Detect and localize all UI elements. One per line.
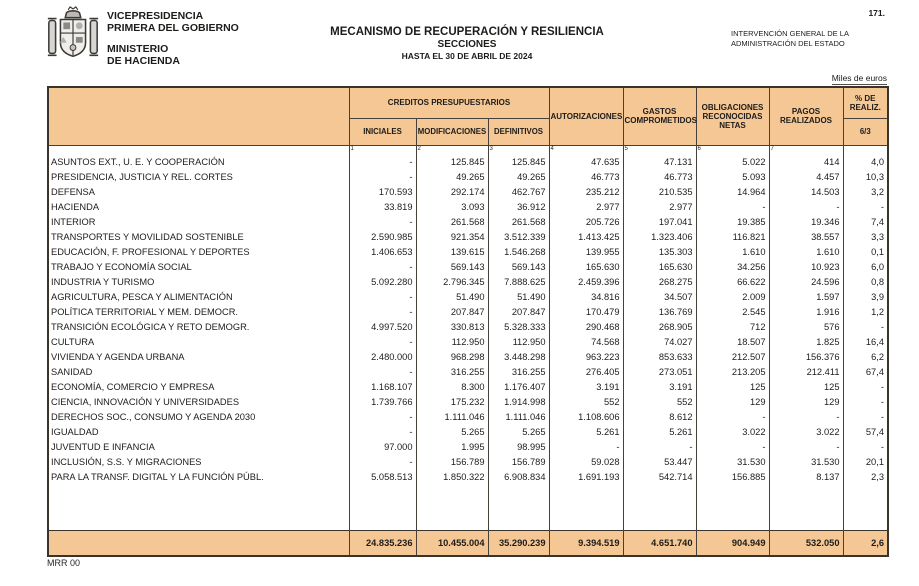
cell-value: 6,2 [843, 350, 888, 365]
table-row [48, 185, 888, 200]
cell-value: 51.490 [488, 290, 549, 305]
spacer-cell [488, 485, 549, 530]
cell-value: 712 [696, 320, 769, 335]
column-number: 3 [488, 145, 549, 155]
cell-value: 3,9 [843, 290, 888, 305]
cell-value: 5.261 [549, 425, 623, 440]
cell-value: 38.557 [769, 230, 843, 245]
cell-value: 261.568 [488, 215, 549, 230]
cell-value: 268.275 [623, 275, 696, 290]
cell-value: 31.530 [696, 455, 769, 470]
cell-value: 129 [696, 395, 769, 410]
cell-value: 74.027 [623, 335, 696, 350]
cell-value: 139.955 [549, 245, 623, 260]
ministry-line2: DE HACIENDA [107, 55, 180, 67]
cell-value: 5.265 [488, 425, 549, 440]
section-label: DEFENSA [48, 185, 349, 200]
cell-value: 175.232 [416, 395, 488, 410]
cell-value: 136.769 [623, 305, 696, 320]
cell-value: 5.093 [696, 170, 769, 185]
footer-code: MRR 00 [47, 558, 81, 568]
cell-value: 36.912 [488, 200, 549, 215]
total-pct: 2,6 [843, 530, 888, 556]
cell-value: 205.726 [549, 215, 623, 230]
table-row [48, 350, 888, 365]
cell-value: 8.612 [623, 410, 696, 425]
cell-value: - [843, 200, 888, 215]
cell-value: 968.298 [416, 350, 488, 365]
cell-value: 170.593 [349, 185, 416, 200]
total-obligaciones: 904.949 [696, 530, 769, 556]
cell-value: 4.997.520 [349, 320, 416, 335]
cell-value: 197.041 [623, 215, 696, 230]
cell-value: 49.265 [416, 170, 488, 185]
spacer-cell [843, 485, 888, 530]
cell-value: 2.796.345 [416, 275, 488, 290]
cell-value: 569.143 [416, 260, 488, 275]
cell-value: - [349, 170, 416, 185]
table-row [48, 200, 888, 215]
spacer-cell [696, 485, 769, 530]
cell-value: 165.630 [549, 260, 623, 275]
cell-value: 46.773 [549, 170, 623, 185]
table-row [48, 320, 888, 335]
cell-value: - [843, 440, 888, 455]
document-title: MECANISMO DE RECUPERACIÓN Y RESILIENCIA [330, 26, 604, 38]
document-title-block [297, 26, 637, 62]
cell-value: 1.916 [769, 305, 843, 320]
table-row [48, 365, 888, 380]
section-label: INCLUSIÓN, S.S. Y MIGRACIONES [48, 455, 349, 470]
cell-value: - [769, 410, 843, 425]
cell-value: 3.022 [769, 425, 843, 440]
table-row [48, 455, 888, 470]
header-pagos-realizados: PAGOS REALIZADOS [769, 87, 843, 145]
cell-value: - [349, 455, 416, 470]
cell-value: 552 [623, 395, 696, 410]
column-number-empty [48, 145, 349, 155]
totals-row [48, 530, 888, 556]
section-label: INTERIOR [48, 215, 349, 230]
units-label: Miles de euros [831, 73, 887, 83]
cell-value: 74.568 [549, 335, 623, 350]
table-header [48, 87, 888, 145]
total-pagos: 532.050 [769, 530, 843, 556]
cell-value: 6,0 [843, 260, 888, 275]
cell-value: 963.223 [549, 350, 623, 365]
gov-line2: PRIMERA DEL GOBIERNO [107, 22, 239, 34]
cell-value: 5.058.513 [349, 470, 416, 485]
header-definitivos: DEFINITIVOS [488, 118, 549, 145]
cell-value: 34.256 [696, 260, 769, 275]
column-number: 5 [623, 145, 696, 155]
ministry-line1: MINISTERIO [107, 43, 169, 55]
table-row [48, 335, 888, 350]
cell-value: 18.507 [696, 335, 769, 350]
total-modificaciones: 10.455.004 [416, 530, 488, 556]
cell-value: 2.977 [623, 200, 696, 215]
cell-value: 414 [769, 155, 843, 170]
cell-value: 1.413.425 [549, 230, 623, 245]
cell-value: 16,4 [843, 335, 888, 350]
total-autorizaciones: 9.394.519 [549, 530, 623, 556]
cell-value: 5.022 [696, 155, 769, 170]
cell-value: 156.789 [488, 455, 549, 470]
spacer-cell [769, 485, 843, 530]
cell-value: 34.507 [623, 290, 696, 305]
section-label: IGUALDAD [48, 425, 349, 440]
cell-value: 0,8 [843, 275, 888, 290]
cell-value: 542.714 [623, 470, 696, 485]
cell-value: - [349, 155, 416, 170]
table-row [48, 425, 888, 440]
table-row [48, 440, 888, 455]
table-row [48, 215, 888, 230]
cell-value: - [549, 440, 623, 455]
cell-value: 19.346 [769, 215, 843, 230]
cell-value: 212.411 [769, 365, 843, 380]
header-autorizaciones: AUTORIZACIONES [549, 87, 623, 145]
cell-value: - [843, 380, 888, 395]
column-number-row [48, 145, 888, 155]
spain-coat-of-arms-icon [44, 5, 102, 65]
cell-value: 51.490 [416, 290, 488, 305]
cell-value: 316.255 [416, 365, 488, 380]
cell-value: 3.191 [549, 380, 623, 395]
cell-value: 576 [769, 320, 843, 335]
cell-value: - [623, 440, 696, 455]
cell-value: 213.205 [696, 365, 769, 380]
section-label: EDUCACIÓN, F. PROFESIONAL Y DEPORTES [48, 245, 349, 260]
cell-value: 8.300 [416, 380, 488, 395]
cell-value: 3.093 [416, 200, 488, 215]
cell-value: - [843, 410, 888, 425]
cell-value: 290.468 [549, 320, 623, 335]
cell-value: 139.615 [416, 245, 488, 260]
cell-value: 1.323.406 [623, 230, 696, 245]
cell-value: - [696, 440, 769, 455]
table-row [48, 245, 888, 260]
cell-value: 276.405 [549, 365, 623, 380]
table-row [48, 275, 888, 290]
cell-value: 14.964 [696, 185, 769, 200]
cell-value: 47.635 [549, 155, 623, 170]
corner-cell [48, 87, 349, 145]
cell-value: - [769, 200, 843, 215]
cell-value: 4.457 [769, 170, 843, 185]
cell-value: 125 [696, 380, 769, 395]
spacer-row [48, 485, 888, 530]
cell-value: 853.633 [623, 350, 696, 365]
cell-value: 207.847 [488, 305, 549, 320]
cell-value: 5.328.333 [488, 320, 549, 335]
cell-value: 49.265 [488, 170, 549, 185]
cell-value: 261.568 [416, 215, 488, 230]
cell-value: 33.819 [349, 200, 416, 215]
column-number: 1 [349, 145, 416, 155]
government-block [107, 10, 239, 67]
section-label: CULTURA [48, 335, 349, 350]
table-row [48, 380, 888, 395]
cell-value: 24.596 [769, 275, 843, 290]
section-label: POLÍTICA TERRITORIAL Y MEM. DEMOCR. [48, 305, 349, 320]
cell-value: 462.767 [488, 185, 549, 200]
cell-value: 235.212 [549, 185, 623, 200]
section-label: DERECHOS SOC., CONSUMO Y AGENDA 2030 [48, 410, 349, 425]
section-label: JUVENTUD E INFANCIA [48, 440, 349, 455]
cell-value: 4,0 [843, 155, 888, 170]
total-definitivos: 35.290.239 [488, 530, 549, 556]
section-label: ASUNTOS EXT., U. E. Y COOPERACIÓN [48, 155, 349, 170]
table-row [48, 170, 888, 185]
cell-value: 66.622 [696, 275, 769, 290]
spacer-cell [48, 485, 349, 530]
budget-table [47, 86, 889, 557]
cell-value: 1.597 [769, 290, 843, 305]
cell-value: 46.773 [623, 170, 696, 185]
cell-value: 330.813 [416, 320, 488, 335]
cell-value: 3.448.298 [488, 350, 549, 365]
cell-value: 14.503 [769, 185, 843, 200]
cell-value: 1.914.998 [488, 395, 549, 410]
cell-value: 2.590.985 [349, 230, 416, 245]
column-number: 6 [696, 145, 769, 155]
cell-value: - [696, 410, 769, 425]
cell-value: 3,3 [843, 230, 888, 245]
cell-value: 3.512.339 [488, 230, 549, 245]
cell-value: 53.447 [623, 455, 696, 470]
cell-value: 1.108.606 [549, 410, 623, 425]
table-row [48, 290, 888, 305]
column-number: 4 [549, 145, 623, 155]
cell-value: 1.995 [416, 440, 488, 455]
column-number: 7 [769, 145, 843, 155]
spacer-cell [416, 485, 488, 530]
header-pct-formula: 6/3 [843, 118, 888, 145]
table-row [48, 305, 888, 320]
cell-value: 10,3 [843, 170, 888, 185]
cell-value: 1.739.766 [349, 395, 416, 410]
cell-value: 273.051 [623, 365, 696, 380]
spacer-cell [349, 485, 416, 530]
cell-value: - [696, 200, 769, 215]
cell-value: - [349, 305, 416, 320]
cell-value: 98.995 [488, 440, 549, 455]
cell-value: 125 [769, 380, 843, 395]
cell-value: 1.168.107 [349, 380, 416, 395]
cell-value: - [769, 440, 843, 455]
cell-value: 1.406.653 [349, 245, 416, 260]
cell-value: 2.977 [549, 200, 623, 215]
cell-value: 7,4 [843, 215, 888, 230]
cell-value: 125.845 [416, 155, 488, 170]
cell-value: 2.545 [696, 305, 769, 320]
column-number: 2 [416, 145, 488, 155]
cell-value: 1.111.046 [416, 410, 488, 425]
header-pct-realiz: % DE REALIZ. [843, 87, 888, 118]
total-gastos: 4.651.740 [623, 530, 696, 556]
cell-value: 2.009 [696, 290, 769, 305]
cell-value: 112.950 [416, 335, 488, 350]
table-row [48, 410, 888, 425]
cell-value: 129 [769, 395, 843, 410]
cell-value: 1.825 [769, 335, 843, 350]
section-label: INDUSTRIA Y TURISMO [48, 275, 349, 290]
cell-value: 1.176.407 [488, 380, 549, 395]
table-row [48, 395, 888, 410]
totals-label-cell [48, 530, 349, 556]
section-label: SANIDAD [48, 365, 349, 380]
cell-value: - [349, 290, 416, 305]
spacer-cell [623, 485, 696, 530]
cell-value: 156.885 [696, 470, 769, 485]
cell-value: 2.459.396 [549, 275, 623, 290]
cell-value: 552 [549, 395, 623, 410]
cell-value: 212.507 [696, 350, 769, 365]
cell-value: 20,1 [843, 455, 888, 470]
org-line1: INTERVENCIÓN GENERAL DE LA [731, 29, 849, 38]
section-label: TRABAJO Y ECONOMÍA SOCIAL [48, 260, 349, 275]
cell-value: 67,4 [843, 365, 888, 380]
section-label: ECONOMÍA, COMERCIO Y EMPRESA [48, 380, 349, 395]
section-label: AGRICULTURA, PESCA Y ALIMENTACIÓN [48, 290, 349, 305]
cell-value: 112.950 [488, 335, 549, 350]
document-subtitle: SECCIONES [437, 39, 497, 50]
cell-value: 7.888.625 [488, 275, 549, 290]
cell-value: 5.261 [623, 425, 696, 440]
cell-value: 3.191 [623, 380, 696, 395]
cell-value: 316.255 [488, 365, 549, 380]
org-line2: ADMINISTRACIÓN DEL ESTADO [731, 38, 845, 48]
table-row [48, 230, 888, 245]
table-body [48, 155, 888, 485]
cell-value: - [349, 335, 416, 350]
cell-value: 59.028 [549, 455, 623, 470]
table-row [48, 470, 888, 485]
cell-value: 2,3 [843, 470, 888, 485]
cell-value: 57,4 [843, 425, 888, 440]
header-obligaciones-reconocidas: OBLIGACIONES RECONOCIDAS NETAS [696, 87, 769, 145]
table-row [48, 260, 888, 275]
total-iniciales: 24.835.236 [349, 530, 416, 556]
header-modificaciones: MODIFICACIONES [416, 118, 488, 145]
cell-value: 569.143 [488, 260, 549, 275]
cell-value: 34.816 [549, 290, 623, 305]
cell-value: 0,1 [843, 245, 888, 260]
cell-value: - [349, 410, 416, 425]
page-number: 171. [868, 8, 885, 18]
cell-value: 1.546.268 [488, 245, 549, 260]
cell-value: - [349, 425, 416, 440]
cell-value: 156.376 [769, 350, 843, 365]
cell-value: 135.303 [623, 245, 696, 260]
cell-value: 2.480.000 [349, 350, 416, 365]
cell-value: 207.847 [416, 305, 488, 320]
cell-value: - [843, 395, 888, 410]
cell-value: 1,2 [843, 305, 888, 320]
spacer-cell [549, 485, 623, 530]
table-row [48, 155, 888, 170]
section-label: PARA LA TRANSF. DIGITAL Y LA FUNCIÓN PÚBL. [48, 470, 349, 485]
cell-value: - [843, 320, 888, 335]
document-period: HASTA EL 30 DE ABRIL DE 2024 [401, 51, 533, 61]
section-label: TRANSPORTES Y MOVILIDAD SOSTENIBLE [48, 230, 349, 245]
cell-value: 165.630 [623, 260, 696, 275]
header-gastos-comprometidos: GASTOS COMPROMETIDOS [623, 87, 696, 145]
section-label: PRESIDENCIA, JUSTICIA Y REL. CORTES [48, 170, 349, 185]
cell-value: 292.174 [416, 185, 488, 200]
cell-value: 156.789 [416, 455, 488, 470]
cell-value: 921.354 [416, 230, 488, 245]
cell-value: 5.265 [416, 425, 488, 440]
cell-value: 1.610 [769, 245, 843, 260]
cell-value: 47.131 [623, 155, 696, 170]
cell-value: 3,2 [843, 185, 888, 200]
cell-value: 3.022 [696, 425, 769, 440]
cell-value: 210.535 [623, 185, 696, 200]
cell-value: 5.092.280 [349, 275, 416, 290]
organization-block [731, 29, 849, 48]
cell-value: - [349, 365, 416, 380]
cell-value: 1.111.046 [488, 410, 549, 425]
cell-value: 1.610 [696, 245, 769, 260]
cell-value: 19.385 [696, 215, 769, 230]
cell-value: - [349, 260, 416, 275]
cell-value: - [349, 215, 416, 230]
cell-value: 1.850.322 [416, 470, 488, 485]
section-label: VIVIENDA Y AGENDA URBANA [48, 350, 349, 365]
gov-line1: VICEPRESIDENCIA [107, 10, 204, 22]
section-label: HACIENDA [48, 200, 349, 215]
cell-value: 116.821 [696, 230, 769, 245]
section-label: TRANSICIÓN ECOLÓGICA Y RETO DEMOGR. [48, 320, 349, 335]
cell-value: 97.000 [349, 440, 416, 455]
cell-value: 8.137 [769, 470, 843, 485]
cell-value: 268.905 [623, 320, 696, 335]
cell-value: 31.530 [769, 455, 843, 470]
cell-value: 1.691.193 [549, 470, 623, 485]
section-label: CIENCIA, INNOVACIÓN Y UNIVERSIDADES [48, 395, 349, 410]
column-number-empty [843, 145, 888, 155]
header-iniciales: INICIALES [349, 118, 416, 145]
cell-value: 10.923 [769, 260, 843, 275]
cell-value: 6.908.834 [488, 470, 549, 485]
cell-value: 125.845 [488, 155, 549, 170]
cell-value: 170.479 [549, 305, 623, 320]
header-creditos-presupuestarios: CREDITOS PRESUPUESTARIOS [349, 87, 549, 118]
